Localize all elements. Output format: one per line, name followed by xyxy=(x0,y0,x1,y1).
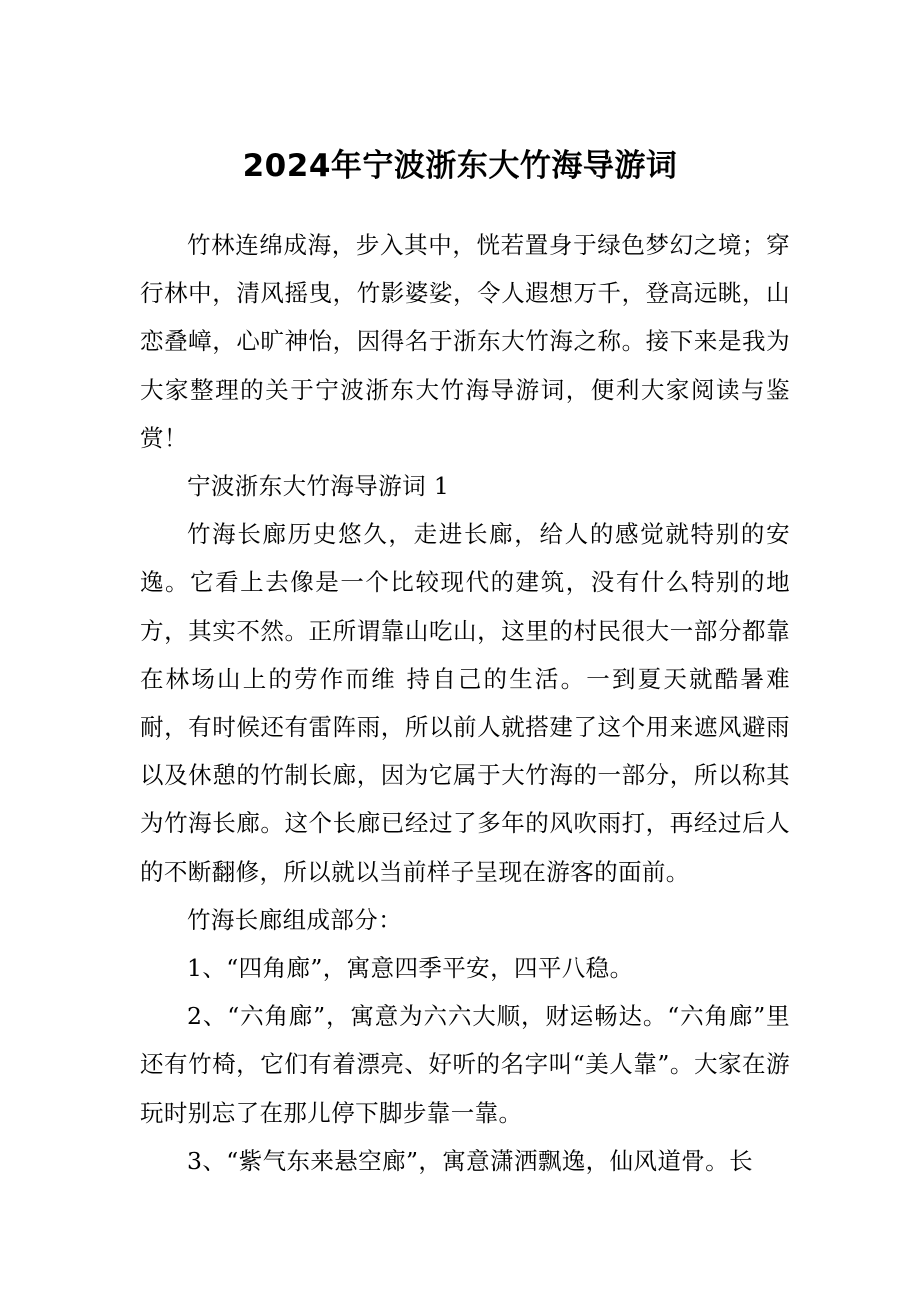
list-item-suspended: 3、“紫气东来悬空廊”，寓意潇洒飘逸，仙风道骨。长 xyxy=(187,1146,753,1175)
document-body xyxy=(140,221,790,1185)
intro-paragraph: 竹林连绵成海，步入其中，恍若置身于绿色梦幻之境；穿行林中，清风摇曳，竹影婆娑，令人遐想万千，登高远眺，山恋叠嶂，心旷神怡，因得名于浙东大竹海之称。接下来是我为大家整理的关于宁波浙东大竹海导游词，便利大家阅读与鉴赏！ xyxy=(140,231,790,452)
corridor-parts-heading: 竹海长廊组成部分： xyxy=(187,905,403,934)
section-heading: 宁波浙东大竹海导游词 1 xyxy=(187,472,450,501)
corridor-history-paragraph: 竹海长廊历史悠久，走进长廊，给人的感觉就特别的安逸。它看上去像是一个比较现代的建筑，没有什么特别的地方，其实不然。正所谓靠山吃山，这里的村民很大一部分都靠在林场山上的劳作而维 持自己的生活。一到夏天就酷暑难耐，有时候还有雷阵雨，所以前人就搭建了这个用来遮风避雨以及休憩的竹制长廊，因为它属于大竹海的一部分，所以称其为竹海长廊。这个长廊已经过了多年的风吹雨打，再经过后人的不断翻修，所以就以当前样子呈现在游客的面前。 xyxy=(140,520,790,886)
document-title: 2024年宁波浙东大竹海导游词 xyxy=(242,148,678,184)
list-item-four-corner: 1、“四角廊”，寓意四季平安，四平八稳。 xyxy=(187,954,634,983)
list-item-six-corner: 2、“六角廊”，寓意为六六大顺，财运畅达。“六角廊”里还有竹椅，它们有着漂亮、好听的名字叫“美人靠”。大家在游玩时别忘了在那儿停下脚步靠一靠。 xyxy=(140,1002,790,1127)
